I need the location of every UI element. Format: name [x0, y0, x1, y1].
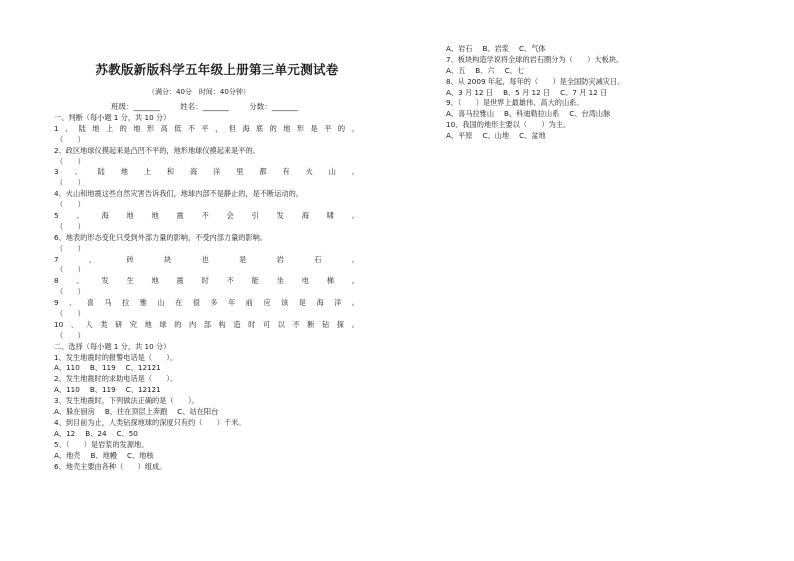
- judge-char: 海: [301, 211, 309, 221]
- judge-separator: 、: [58, 232, 66, 242]
- choice-option: C、50: [116, 428, 138, 438]
- judge-char: 海: [101, 211, 109, 221]
- choice-options: [446, 44, 696, 55]
- judge-item: [54, 320, 359, 331]
- judge-char: 陆: [78, 123, 86, 133]
- judge-char: 海: [316, 298, 324, 308]
- left-column: [54, 113, 359, 472]
- choice-question: 6、地壳主要由各种（ ）组成。: [54, 461, 167, 471]
- judge-char: 山: [157, 298, 165, 308]
- judge-char: 发: [276, 211, 284, 221]
- choice-option: A、岩石: [446, 44, 473, 53]
- judge-char: 。: [351, 123, 359, 133]
- judge-char: 研: [115, 319, 123, 329]
- judge-char: 。: [351, 211, 359, 221]
- judge-char: 不: [187, 123, 195, 133]
- judge-char: 9: [54, 298, 59, 308]
- section-heading: 二、选择（每小题 1 分，共 10 分）: [54, 341, 171, 351]
- judge-char: 不: [201, 211, 209, 221]
- choice-question: 9、（ ）是世界上最雄伟、高大的山系。: [446, 98, 584, 108]
- judge-char: 拉: [122, 298, 130, 308]
- judge-char: 啸: [326, 211, 334, 221]
- judge-char: 类: [100, 319, 108, 329]
- name-field: 姓名：_______: [180, 102, 229, 111]
- judge-char: 时: [248, 319, 256, 329]
- exam-meta: （满分：40分 时间：40分钟）: [148, 88, 250, 96]
- judge-char: 地: [151, 276, 159, 286]
- judge-char: 地: [120, 167, 128, 177]
- judge-char: 上: [143, 167, 152, 177]
- judge-char: 、: [88, 254, 97, 264]
- choice-option: C、台湾山脉: [569, 109, 611, 119]
- judge-char: 部: [203, 319, 211, 329]
- judge-char: 是: [239, 254, 247, 264]
- judge-char: 地: [92, 123, 100, 133]
- judge-char: 海: [242, 123, 250, 133]
- judge-char: 陆: [97, 167, 105, 177]
- judge-char: 地: [283, 123, 291, 133]
- judge-char: 球: [159, 319, 167, 329]
- judge-char: 。: [351, 254, 359, 264]
- judge-char: 梯: [326, 276, 334, 286]
- judge-char: 人: [85, 319, 93, 329]
- judge-separator: 、: [58, 145, 66, 155]
- judge-char: 雅: [139, 298, 147, 308]
- judge-item: [54, 211, 359, 222]
- judge-char: 地: [144, 319, 152, 329]
- judge-char: 内: [188, 319, 197, 329]
- judge-char: 的: [269, 123, 277, 133]
- judge-char: 震: [176, 276, 184, 286]
- judge-char: 海: [190, 167, 198, 177]
- judge-char: 会: [226, 211, 234, 221]
- answer-parentheses: （ ）: [56, 265, 85, 275]
- judge-item: [54, 255, 359, 266]
- judge-char: 火: [305, 167, 313, 177]
- choice-option: A、平原: [446, 131, 473, 141]
- choice-question: 7、板块构造学说将全球的岩石圈分为（ ）大板块。: [446, 54, 624, 64]
- judge-char: 探: [336, 319, 344, 329]
- choice-option: B、往在顶层上奔跑: [104, 407, 168, 417]
- answer-parentheses: （ ）: [56, 287, 85, 297]
- answer-parentheses: （ ）: [56, 156, 85, 166]
- judge-char: 底: [255, 123, 264, 133]
- choice-option: B、科迪勒拉山系: [504, 109, 560, 119]
- score-field: 分数：_______: [249, 102, 299, 111]
- judge-char: 石: [314, 254, 322, 264]
- choice-option: C、气体: [518, 44, 546, 53]
- judge-char: 、: [74, 167, 82, 177]
- choice-option: C、地核: [126, 450, 154, 460]
- choice-option: C、站在阳台: [177, 407, 219, 417]
- judge-char: 里: [236, 167, 244, 177]
- judge-text: 火山和地震这些自然灾害告诉我们，地球内部不是静止的，是不断运动的。: [65, 189, 303, 199]
- judge-char: 。: [351, 298, 359, 308]
- judge-char: 上: [105, 123, 114, 133]
- judge-char: 多: [210, 298, 218, 308]
- judge-char: 。: [351, 276, 359, 286]
- judge-char: 能: [251, 276, 259, 286]
- choice-options: [54, 429, 359, 440]
- judge-char: 、: [76, 276, 84, 286]
- choice-option: C、12121: [125, 385, 161, 395]
- multiple-choice-list-left: [54, 353, 359, 473]
- right-column: [446, 44, 696, 142]
- choice-options: [446, 88, 696, 99]
- choice-option: C、7 月 12 日: [560, 87, 608, 97]
- judge-char: 震: [176, 211, 184, 221]
- judge-number: 4: [54, 189, 59, 199]
- answer-parentheses: （ ）: [56, 309, 85, 319]
- judge-char: 5: [54, 211, 59, 221]
- choice-option: C、七: [504, 65, 525, 75]
- choice-option: C、盆地: [519, 131, 546, 141]
- judge-char: 电: [301, 276, 309, 286]
- answer-parentheses: （ ）: [56, 243, 85, 253]
- choice-option: C、山地: [482, 131, 510, 141]
- judge-number: 2: [54, 145, 59, 155]
- judge-char: 钻: [322, 319, 330, 329]
- choice-options: [446, 66, 696, 77]
- choice-options: [446, 131, 696, 142]
- judge-char: 时: [201, 276, 209, 286]
- choice-options: [54, 385, 359, 396]
- judge-char: 该: [281, 298, 289, 308]
- judge-char: 也: [201, 254, 209, 264]
- judge-char: 是: [298, 298, 306, 308]
- judge-item: [54, 298, 359, 309]
- judge-char: 、: [70, 319, 78, 329]
- choice-option: A、地壳: [54, 450, 81, 460]
- judge-char: 生: [126, 276, 134, 286]
- judge-char: 都: [259, 167, 267, 177]
- class-field: 班级：_______: [111, 102, 160, 111]
- choice-question: 10、我国的地形主要以（ ）为主。: [446, 120, 571, 130]
- judge-number: 6: [54, 232, 59, 242]
- choice-option: B、24: [85, 428, 107, 438]
- choice-options: [446, 109, 696, 120]
- true-false-list: [54, 124, 359, 342]
- choice-option: A、喜马拉雅山: [446, 109, 495, 119]
- judge-char: 地: [133, 123, 141, 133]
- choice-options: [54, 451, 359, 462]
- judge-char: 块: [164, 254, 172, 264]
- judge-char: 究: [129, 319, 138, 329]
- choice-option: A、3 月 12 日: [446, 87, 494, 97]
- judge-item: [54, 189, 359, 200]
- judge-char: 地: [126, 211, 134, 221]
- judge-char: 形: [146, 123, 155, 133]
- judge-char: 可: [262, 319, 271, 329]
- judge-char: 构: [218, 319, 226, 329]
- judge-char: 平: [201, 123, 209, 133]
- page-title: 苏教版新版科学五年级上册第三单元测试卷: [95, 62, 339, 77]
- judge-char: 7: [54, 254, 59, 264]
- judge-char: 以: [277, 319, 285, 329]
- choice-options: [54, 363, 359, 374]
- judge-char: 是: [310, 123, 318, 133]
- choice-question: 8、从 2009 年起，每年的（ ）是全国防灾减灾日。: [446, 76, 625, 86]
- judge-char: 砖: [126, 254, 134, 264]
- choice-question: 4、到目前为止，人类钻探地球的深度只有约（ ）千米。: [54, 417, 246, 427]
- choice-option: B、119: [89, 363, 116, 373]
- judge-char: 、: [69, 298, 77, 308]
- choice-option: B、岩浆: [482, 44, 509, 53]
- judge-char: 、: [65, 123, 73, 133]
- judge-item: [54, 276, 359, 287]
- choice-option: A、五: [446, 65, 466, 75]
- choice-option: A、12: [54, 428, 76, 438]
- judge-text: 地表的形态变化只受到外部力量的影响，不受内部力量的影响。: [65, 232, 268, 242]
- judge-char: 10: [54, 319, 64, 329]
- judge-char: 低: [174, 123, 182, 133]
- judge-char: 前: [245, 298, 253, 308]
- section-heading: 一、判断（每小题 1 分，共 10 分）: [54, 113, 171, 122]
- judge-char: 应: [263, 298, 271, 308]
- judge-item: [54, 233, 359, 244]
- judge-separator: 、: [58, 189, 66, 199]
- choice-option: B、5 月 12 日: [503, 87, 551, 97]
- judge-char: 的: [119, 123, 127, 133]
- choice-option: B、119: [89, 385, 116, 395]
- judge-char: 造: [233, 319, 241, 329]
- choice-option: A、110: [54, 385, 80, 395]
- judge-char: 山: [328, 167, 336, 177]
- judge-char: 3: [54, 167, 59, 177]
- judge-char: 的: [337, 123, 346, 133]
- judge-char: 形: [296, 123, 305, 133]
- judge-char: 。: [351, 319, 359, 329]
- judge-char: 有: [282, 167, 290, 177]
- judge-char: 引: [251, 211, 259, 221]
- answer-parentheses: （ ）: [56, 178, 85, 188]
- judge-char: 年: [228, 298, 236, 308]
- judge-text: 政区地球仪摸起来是凸凹不平的，地形地球仪摸起来是平的。: [65, 145, 260, 155]
- judge-char: 不: [292, 319, 300, 329]
- judge-char: 1: [54, 123, 59, 133]
- choice-option: A、躲在厨房: [54, 407, 95, 417]
- judge-char: 地: [151, 211, 159, 221]
- choice-options: [54, 407, 359, 418]
- judge-char: 8: [54, 276, 59, 286]
- choice-question: 1、发生地震时的报警电话是（ ）。: [54, 352, 178, 362]
- judge-char: 发: [101, 276, 109, 286]
- judge-char: 断: [307, 319, 315, 329]
- judge-char: 但: [228, 123, 236, 133]
- choice-question: 2、发生地震时的求助电话是（ ）。: [54, 374, 178, 384]
- judge-char: 岩: [276, 254, 284, 264]
- judge-char: 坐: [276, 276, 284, 286]
- judge-char: 不: [226, 276, 234, 286]
- choice-option: B、六: [475, 65, 495, 75]
- judge-char: 洋: [334, 298, 342, 308]
- choice-option: A、110: [54, 363, 80, 373]
- answer-parentheses: （ ）: [56, 134, 85, 144]
- judge-char: 平: [324, 123, 332, 133]
- judge-char: 很: [192, 298, 200, 308]
- judge-item: [54, 124, 359, 135]
- choice-option: C、12121: [125, 363, 161, 373]
- judge-char: 和: [166, 167, 175, 177]
- answer-parentheses: （ ）: [56, 221, 85, 231]
- multiple-choice-list-right: [446, 44, 696, 142]
- choice-option: B、地幔: [90, 450, 117, 460]
- judge-char: 高: [160, 123, 168, 133]
- judge-char: 马: [104, 298, 112, 308]
- student-info: [111, 101, 316, 112]
- judge-char: 洋: [213, 167, 221, 177]
- judge-item: [54, 167, 359, 178]
- choice-question: 5、（ ）是岩浆的发源地。: [54, 439, 149, 449]
- judge-char: ，: [215, 123, 223, 133]
- judge-char: 喜: [86, 298, 94, 308]
- judge-char: 。: [351, 167, 359, 177]
- answer-parentheses: （ ）: [56, 330, 85, 340]
- judge-item: [54, 146, 359, 157]
- judge-char: 、: [76, 211, 84, 221]
- answer-parentheses: （ ）: [56, 200, 85, 210]
- judge-char: 的: [174, 319, 182, 329]
- judge-char: 在: [175, 298, 183, 308]
- choice-question: 3、发生地震时，下列做法正确的是（ ）。: [54, 396, 199, 406]
